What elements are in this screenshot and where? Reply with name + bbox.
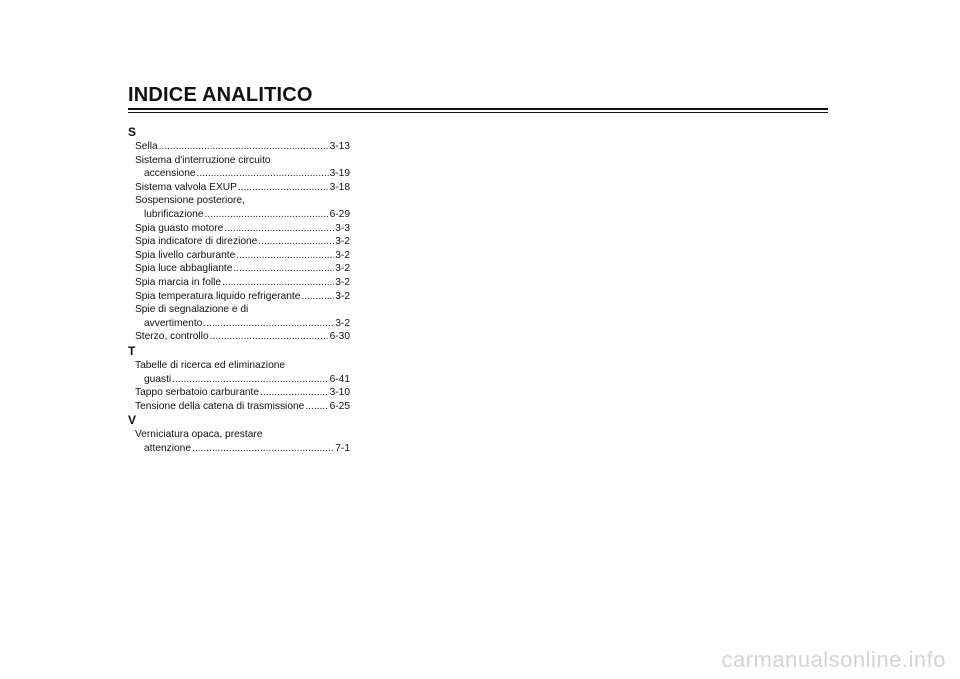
index-section-s bbox=[128, 125, 350, 344]
title-rule-thick bbox=[128, 108, 828, 110]
entry-page: 3-2 bbox=[335, 263, 350, 275]
index-entry bbox=[135, 303, 350, 330]
section-letter: V bbox=[128, 413, 137, 428]
index-entry bbox=[135, 249, 350, 263]
entry-page: 3-2 bbox=[335, 290, 350, 302]
entry-text: Spia luce abbagliante bbox=[135, 263, 233, 275]
entry-page: 6-30 bbox=[329, 331, 350, 343]
leader-dots bbox=[192, 442, 334, 456]
entry-text: Tensione della catena di trasmissione bbox=[135, 400, 305, 412]
leader-dots bbox=[236, 249, 334, 263]
entry-text: Spia temperatura liquido refrigerante bbox=[135, 290, 301, 302]
entry-text: avvertimento bbox=[144, 317, 203, 329]
entry-text: Sterzo, controllo bbox=[135, 331, 209, 343]
index-section-v bbox=[128, 413, 350, 455]
entry-text: accensione bbox=[144, 168, 196, 180]
entry-lead: Sospensione posteriore, bbox=[135, 195, 245, 207]
index-entry bbox=[135, 330, 350, 344]
index-entry bbox=[135, 222, 350, 236]
entry-page: 3-3 bbox=[335, 222, 350, 234]
entry-lead: Verniciatura opaca, prestare bbox=[135, 429, 263, 441]
entry-lead: Sistema d'interruzione circuito bbox=[135, 154, 271, 166]
entry-page: 3-10 bbox=[329, 387, 350, 399]
index-entry bbox=[135, 428, 350, 455]
entry-lead: Spie di segnalazione e di bbox=[135, 304, 249, 316]
index-entry bbox=[135, 290, 350, 304]
page-title: INDICE ANALITICO bbox=[128, 84, 313, 106]
entry-page: 3-2 bbox=[335, 317, 350, 329]
section-letter: S bbox=[128, 125, 137, 139]
entry-text: attenzione bbox=[144, 442, 192, 454]
entry-text: Spia marcia in folle bbox=[135, 276, 222, 288]
section-letter: T bbox=[128, 343, 136, 358]
title-rule-thin bbox=[128, 112, 828, 113]
index-entry bbox=[135, 386, 350, 400]
entry-lead: Tabelle di ricerca ed eliminazione bbox=[135, 359, 286, 371]
index-entry bbox=[135, 181, 350, 195]
leader-dots bbox=[204, 208, 328, 222]
index-entry bbox=[135, 154, 350, 181]
leader-dots bbox=[224, 222, 334, 236]
entry-text: Tappo serbatoio carburante bbox=[135, 387, 260, 399]
entry-text: guasti bbox=[144, 373, 172, 385]
entry-page: 3-2 bbox=[335, 276, 350, 288]
index-entry bbox=[135, 400, 350, 414]
entry-text: lubrificazione bbox=[144, 208, 204, 220]
entry-text: Spia livello carburante bbox=[135, 249, 236, 261]
index-section-t bbox=[128, 344, 350, 413]
leader-dots bbox=[258, 235, 334, 249]
entry-page: 6-25 bbox=[329, 400, 350, 412]
index-entry bbox=[135, 276, 350, 290]
index-entry bbox=[135, 140, 350, 154]
leader-dots bbox=[172, 373, 328, 387]
entry-text: Sistema valvola EXUP bbox=[135, 181, 237, 193]
entry-page: 3-2 bbox=[335, 249, 350, 261]
entry-page: 3-2 bbox=[335, 236, 350, 248]
index-entry bbox=[135, 235, 350, 249]
entry-page: 6-29 bbox=[329, 208, 350, 220]
entry-text: Sella bbox=[135, 141, 158, 152]
leader-dots bbox=[210, 330, 329, 344]
leader-dots bbox=[233, 262, 334, 276]
entry-text: Spia guasto motore bbox=[135, 222, 224, 234]
leader-dots bbox=[203, 317, 334, 331]
entry-page: 6-41 bbox=[329, 373, 350, 385]
leader-dots bbox=[222, 276, 334, 290]
leader-dots bbox=[159, 140, 329, 154]
entry-page: 3-13 bbox=[329, 141, 350, 152]
leader-dots bbox=[301, 290, 334, 304]
leader-dots bbox=[238, 181, 329, 195]
entry-text: Spia indicatore di direzione bbox=[135, 236, 258, 248]
entry-page: 3-19 bbox=[329, 168, 350, 180]
watermark-text: carmanualsonline.info bbox=[721, 647, 946, 672]
entry-page: 7-1 bbox=[335, 442, 350, 454]
index-entry bbox=[135, 359, 350, 386]
index-entry bbox=[135, 262, 350, 276]
leader-dots bbox=[305, 400, 328, 414]
index-entry bbox=[135, 194, 350, 221]
leader-dots bbox=[260, 386, 329, 400]
entry-page: 3-18 bbox=[329, 181, 350, 193]
index-column bbox=[128, 125, 350, 455]
leader-dots bbox=[197, 167, 329, 181]
